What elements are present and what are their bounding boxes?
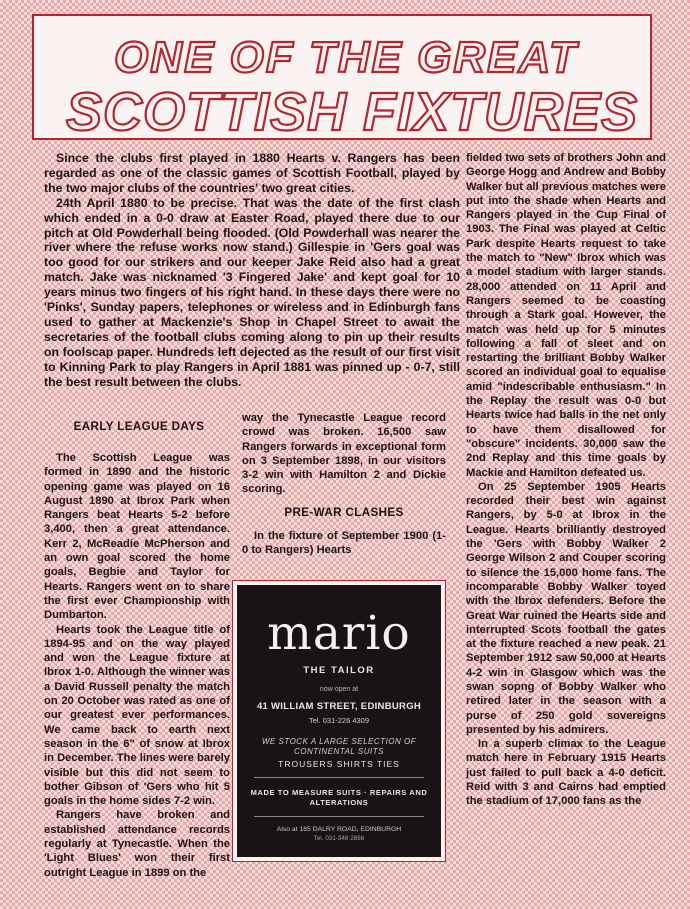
advert-wear-line: TROUSERS SHIRTS TIES [278, 759, 400, 769]
mario-advert [232, 580, 446, 862]
middle-column [242, 411, 446, 558]
advert-panel [237, 585, 441, 857]
left-paragraph: The Scottish League was formed in 1890 and the historic opening game was played on 16 August 1890 at Ibrox Park when Rangers beat Hearts 5-2 before 3,400, then a great attendance. Kerr 2, McReadie McPherson and an own goal scored the home goals, Begbie and Taylor for Hearts. Rangers went on to share the first ever Championship with Dumbarton. [44, 452, 230, 622]
intro-text [44, 151, 460, 390]
left-paragraph: Hearts took the League title of 1894-95 and on the way played and won the League fixture at Ibrox 1-0. Although the winner was a David Russell penalty the match on 20 October was rated as one of our greatest ever performances. We came back to earth next season in the 6" of snow at Ibrox in December. The lines were barely visible but this did not seem to bother Gibson of 'Gers who hit 5 goals in the home sides 7-2 win. [44, 623, 230, 808]
advert-made-line: MADE TO MEASURE SUITS · REPAIRS AND ALTERATIONS [250, 788, 428, 807]
advert-telephone: Tel. 031-226 4309 [308, 716, 370, 725]
advert-subtitle: THE TAILOR [303, 665, 375, 676]
left-paragraph: Rangers have broken and established attendance records regularly at Tynecastle. When the 'Light Blues' won their first outright League in 1899 on the [44, 809, 230, 879]
intro-paragraph: Since the clubs first played in 1880 Hearts v. Rangers has been regarded as one of the classic games of Scottish Football, played by the two major clubs of the countries' two great cities. [44, 151, 460, 195]
left-column [44, 451, 230, 880]
title-panel [32, 14, 652, 140]
middle-paragraph: way the Tynecastle League record crowd was broken. 16,500 saw Rangers forwards in exceptional form on 3 September 1898, in our visitors 3-2 win with Hamilton 2 and Dickie scoring. [242, 412, 446, 496]
title-outline-graphic [34, 16, 654, 142]
right-paragraph: On 25 September 1905 Hearts recorded their best win against Rangers, by 5-0 at Ibrox in the League. Hearts brilliantly destroyed the 'Gers with Bobby Walker 2 George Wilson 2 and Couper scoring to silence the 15,000 home fans. The incomparable Bobby Walker toyed with the Ibrox defenders. Before the Great War ruined the Hearts side and interrupted Scots football the gates at the fixture reached a new peak. 21 September 1912 saw 50,000 at Hearts 4-2 win in Glasgow which was the swan sopng of Bobby Walker who retired later in the season with a purse of 250 gold sovereigns presented by his admirers. [466, 480, 666, 736]
advert-brand: mario [267, 606, 411, 661]
advert-telephone-2: Tel. 031-346 2866 [313, 835, 365, 842]
advert-note: now open at [319, 686, 359, 693]
advert-stock-line: WE STOCK A LARGE SELECTION OF [261, 737, 417, 746]
advert-also-line: Also at 165 DALRY ROAD, EDINBURGH [276, 826, 402, 833]
left-heading-wrap [44, 420, 234, 434]
intro-paragraph: 24th April 1880 to be precise. That was the date of the first clash which ended in a 0-0 draw at Easter Road, played there due to our pitch at Old Powderhall being flooded. (Old Powderhall was nearer the river where the refuse works now stand.) Gillespie in 'Gers goal was too good for our strikers and our keeper Jake Reid also had a great match. Jake was nicknamed '3 Fingered Jake' and kept goal for 10 years minus two fingers of his right hand. In these days there were no 'Pinks', Sunday papers, telephones or wireless and in Edinburgh fans used to gather at Mackenzie's Shop in Chapel Street to await the secretaries of the football clubs coming along to pin up their results on foolscap paper. Hundreds left dejected as the result of our first visit to Kinning Park to play Rangers in April 1881 was pinned up - 0-7, still the best result between the clubs. [44, 195, 460, 389]
pre-war-heading: PRE-WAR CLASHES [284, 505, 404, 519]
title-line-2: SCOTTISH FIXTURES [65, 82, 639, 142]
title-line-1: ONE OF THE GREAT [114, 33, 578, 82]
early-league-heading: EARLY LEAGUE DAYS [73, 420, 205, 433]
right-paragraph: fielded two sets of brothers John and George Hogg and Andrew and Bobby Walker but all previous matches were put into the shade when Hearts and Rangers played in the Cup Final of 1903. The Final was played at Celtic Park despite Hearts request to take the match to "New" Ibrox which was a model stadium with larger stands. 28,000 attended on 11 April and Rangers seemed to be coasting through a Stark goal. However, the match was held up for 5 minutes following a fall of sleet and on restarting the brilliant Bobby Walker scored an individual goal to equalise amid "indescribable enthusiasm." In the Replay the result was 0-0 but Hearts twice had balls in the net only to have them disallowed for "obscure" incidents. 30,000 saw the 2nd Replay and this time goals by Mackie and Hamilton defeated us. [466, 152, 666, 479]
middle-paragraph: In the fixture of September 1900 (1-0 to Rangers) Hearts [242, 530, 446, 557]
right-paragraph: In a superb climax to the League match here in February 1915 Hearts just failed to pull back a 4-0 deficit. Reid with 3 and Cairns had emptied the stadium of 17,000 fans as the [466, 738, 666, 808]
advert-divider [254, 816, 424, 817]
advert-stock-line: CONTINENTAL SUITS [294, 747, 384, 756]
advert-divider [254, 777, 424, 778]
right-column [466, 151, 666, 809]
advert-address: 41 WILLIAM STREET, EDINBURGH [256, 701, 422, 712]
